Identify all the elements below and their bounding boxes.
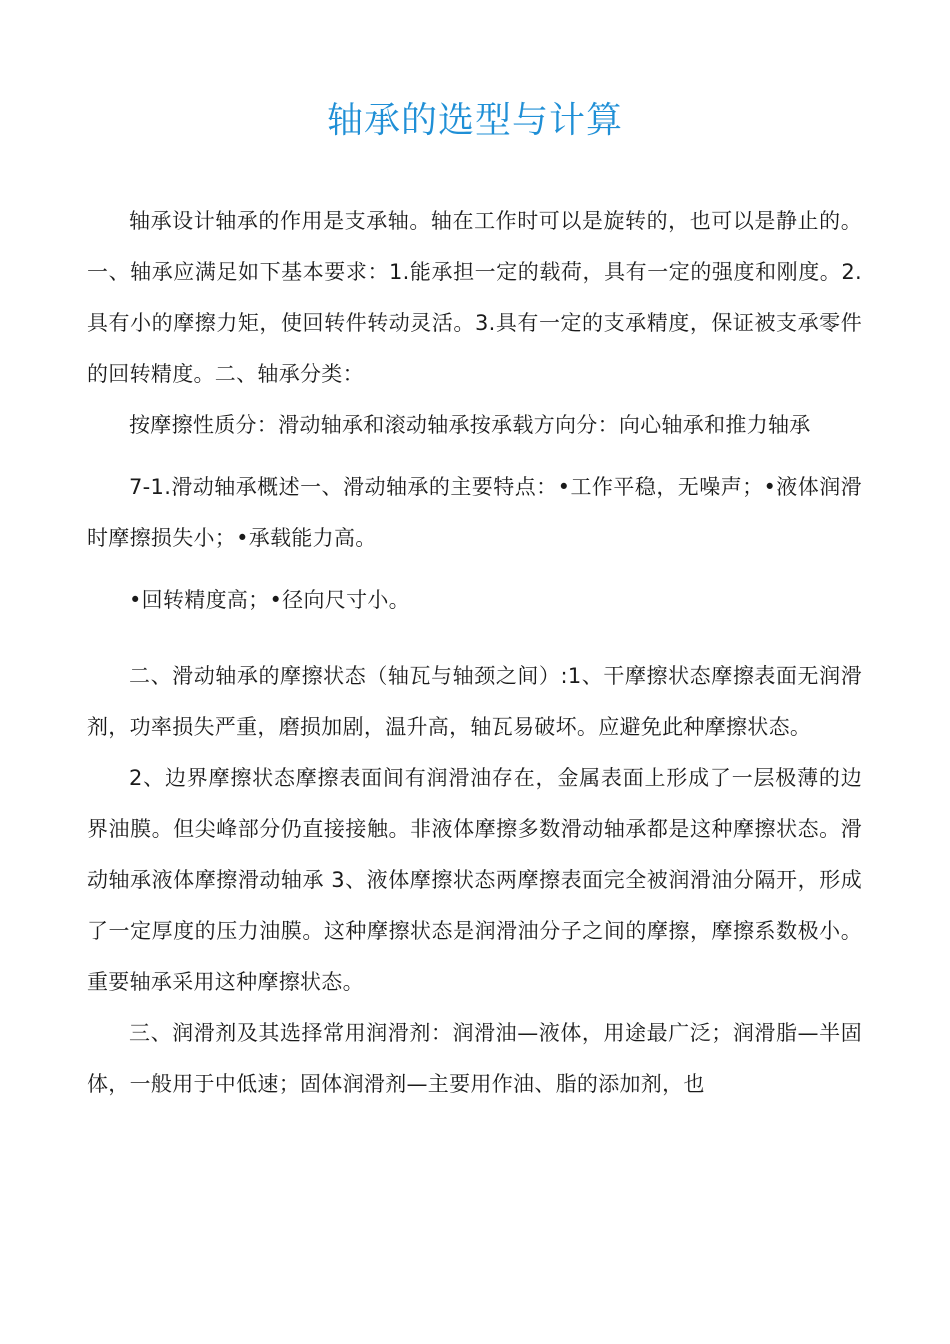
paragraph-friction-dry: 二、滑动轴承的摩擦状态（轴瓦与轴颈之间）:1、干摩擦状态摩擦表面无润滑剂，功率损失严重，磨损加剧，温升高，轴瓦易破坏。应避免此种摩擦状态。 — [87, 664, 862, 739]
paragraph-sliding-overview: 7-1.滑动轴承概述一、滑动轴承的主要特点：•工作平稳，无噪声；•液体润滑时摩擦损失小；•承载能力高。 — [87, 475, 862, 550]
paragraph-classification: 按摩擦性质分：滑动轴承和滚动轴承按承载方向分：向心轴承和推力轴承 — [129, 413, 811, 437]
document-title: 轴承的选型与计算 — [326, 100, 623, 141]
document-body — [87, 196, 862, 1110]
paragraph-lubricants: 三、润滑剂及其选择常用润滑剂：润滑油—液体，用途最广泛；润滑脂—半固体，一般用于中低速；固体润滑剂—主要用作油、脂的添加剂，也 — [87, 1021, 862, 1096]
paragraph-intro: 轴承设计轴承的作用是支承轴。轴在工作时可以是旋转的，也可以是静止的。一、轴承应满足如下基本要求：1.能承担一定的载荷，具有一定的强度和刚度。2.具有小的摩擦力矩，使回转件转动灵活。3.具有一定的支承精度，保证被支承零件的回转精度。二、轴承分类： — [87, 209, 862, 386]
paragraph-sliding-features: •回转精度高；•径向尺寸小。 — [129, 588, 410, 612]
paragraph-friction-boundary: 2、边界摩擦状态摩擦表面间有润滑油存在，金属表面上形成了一层极薄的边界油膜。但尖峰部分仍直接接触。非液体摩擦多数滑动轴承都是这种摩擦状态。滑动轴承液体摩擦滑动轴承 3、液体摩擦状态两摩擦表面完全被润滑油分隔开，形成了一定厚度的压力油膜。这种摩擦状态是润滑油分子之间的摩擦，摩擦系数极小。重要轴承采用这种摩擦状态。 — [87, 766, 862, 994]
